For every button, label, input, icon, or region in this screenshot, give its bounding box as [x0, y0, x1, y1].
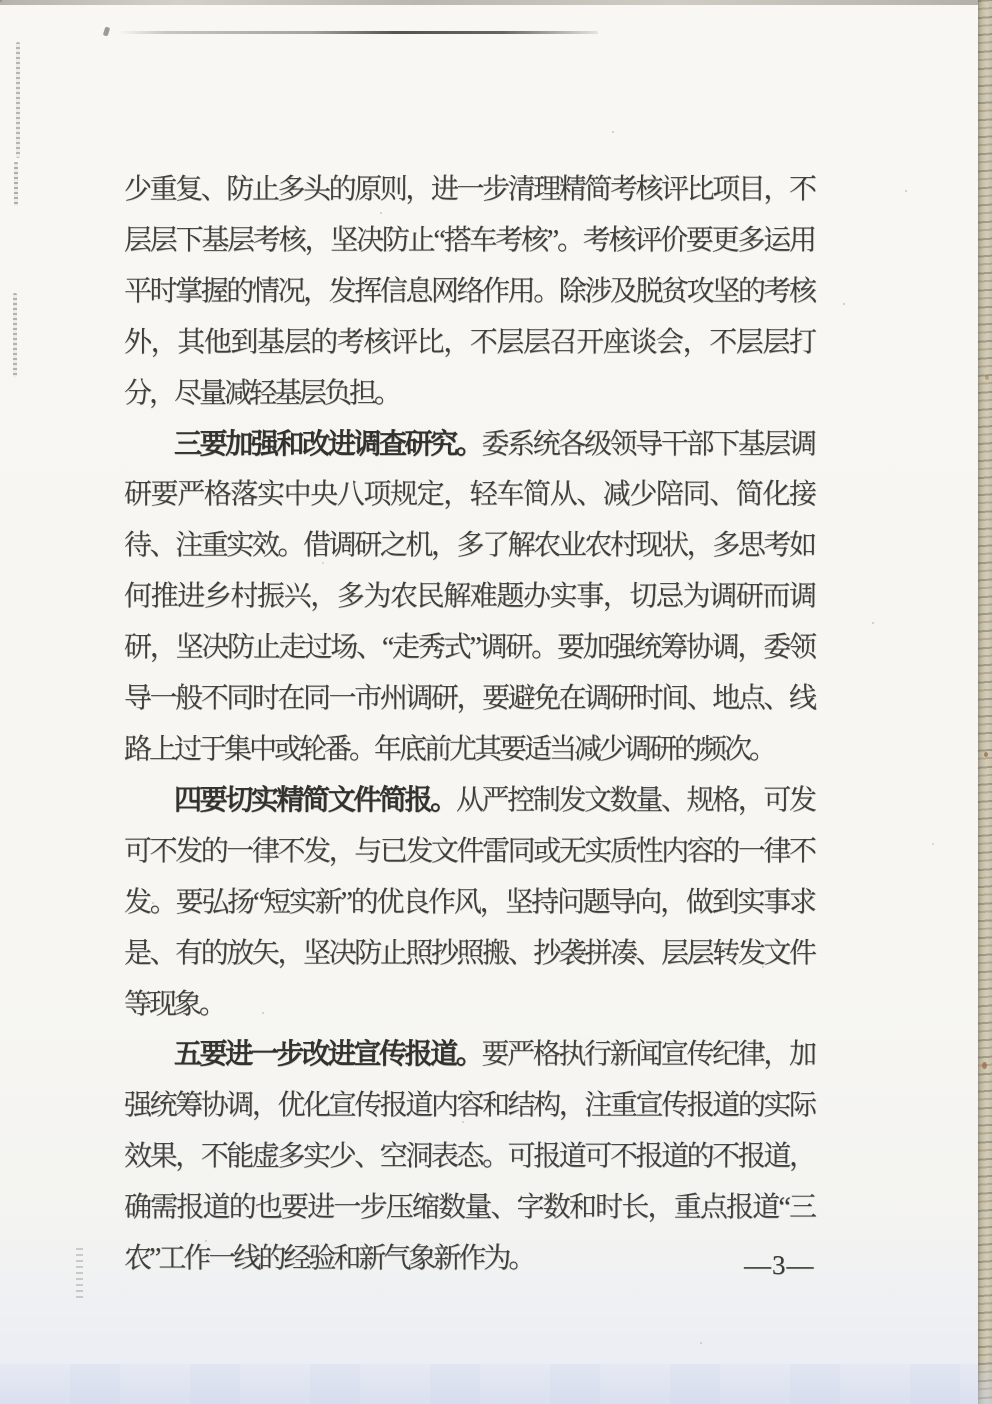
paragraph-lead: 四要切实精简文件简报。 [174, 784, 456, 816]
paragraph-continuation [124, 165, 814, 420]
paragraph-point-five [124, 1030, 814, 1285]
scanner-edge-right [978, 0, 992, 1404]
scan-streak-tick [103, 26, 111, 36]
paragraph-point-three [124, 420, 814, 776]
scan-smudge-left-2 [14, 162, 18, 206]
rust-speck [984, 752, 988, 757]
paragraph-text: 少重复、防止多头的原则，进一步清理精简考核评比项目，不层层下基层考核，坚决防止“搭车考核”。考核评价要更多运用平时掌握的情况，发挥信息网络作用。除涉及脱贫攻坚的考核外，其他到基层的考核评比，不层层召开座谈会，不层层打分，尽量减轻基层负担。 [124, 174, 814, 409]
page-number: —3— [744, 1250, 815, 1280]
scan-streak [118, 31, 598, 34]
paragraph-point-four [124, 776, 814, 1031]
paragraph-lead: 五要进一步改进宣传报道。 [174, 1039, 482, 1071]
scanner-edge-top [0, 0, 992, 5]
scan-smudge-left-1 [16, 42, 20, 158]
paragraph-text: 委系统各级领导干部下基层调研要严格落实中央八项规定，轻车简从、减少陪同、简化接待、注重实效。借调研之机，多了解农业农村现状，多思考如何推进乡村振兴，多为农民解难题办实事，切忌为调研而调研，坚决防止走过场、“走秀式”调研。要加强统筹协调，委领导一般不同时在同一市州调研，要避免在调研时间、地点、线路上过于集中或轮番。年底前尤其要适当减少调研的频次。 [124, 428, 814, 765]
scan-smudge-left-3 [13, 293, 17, 377]
rust-speck [985, 375, 989, 380]
scan-smudge-bottom-left [76, 1248, 83, 1298]
bottom-tint-band [0, 1364, 992, 1404]
rust-speck [982, 1062, 987, 1069]
paragraph-text: 从严控制发文数量、规格，可发可不发的一律不发，与已发文件雷同或无实质性内容的一律不发。要弘扬“短实新”的优良作风，坚持问题导向，做到实事求是、有的放矢，坚决防止照抄照搬、抄袭拼凑、层层转发文件等现象。 [124, 784, 814, 1020]
paragraph-lead: 三要加强和改进调查研究。 [174, 428, 482, 460]
document-body [124, 165, 814, 1285]
paragraph-text: 要严格执行新闻宣传纪律，加强统筹协调，优化宣传报道内容和结构，注重宣传报道的实际效果，不能虚多实少、空洞表态。可报道可不报道的不报道，确需报道的也要进一步压缩数量、字数和时长，重点报道“三农”工作一线的经验和新气象新作为。 [124, 1039, 814, 1275]
